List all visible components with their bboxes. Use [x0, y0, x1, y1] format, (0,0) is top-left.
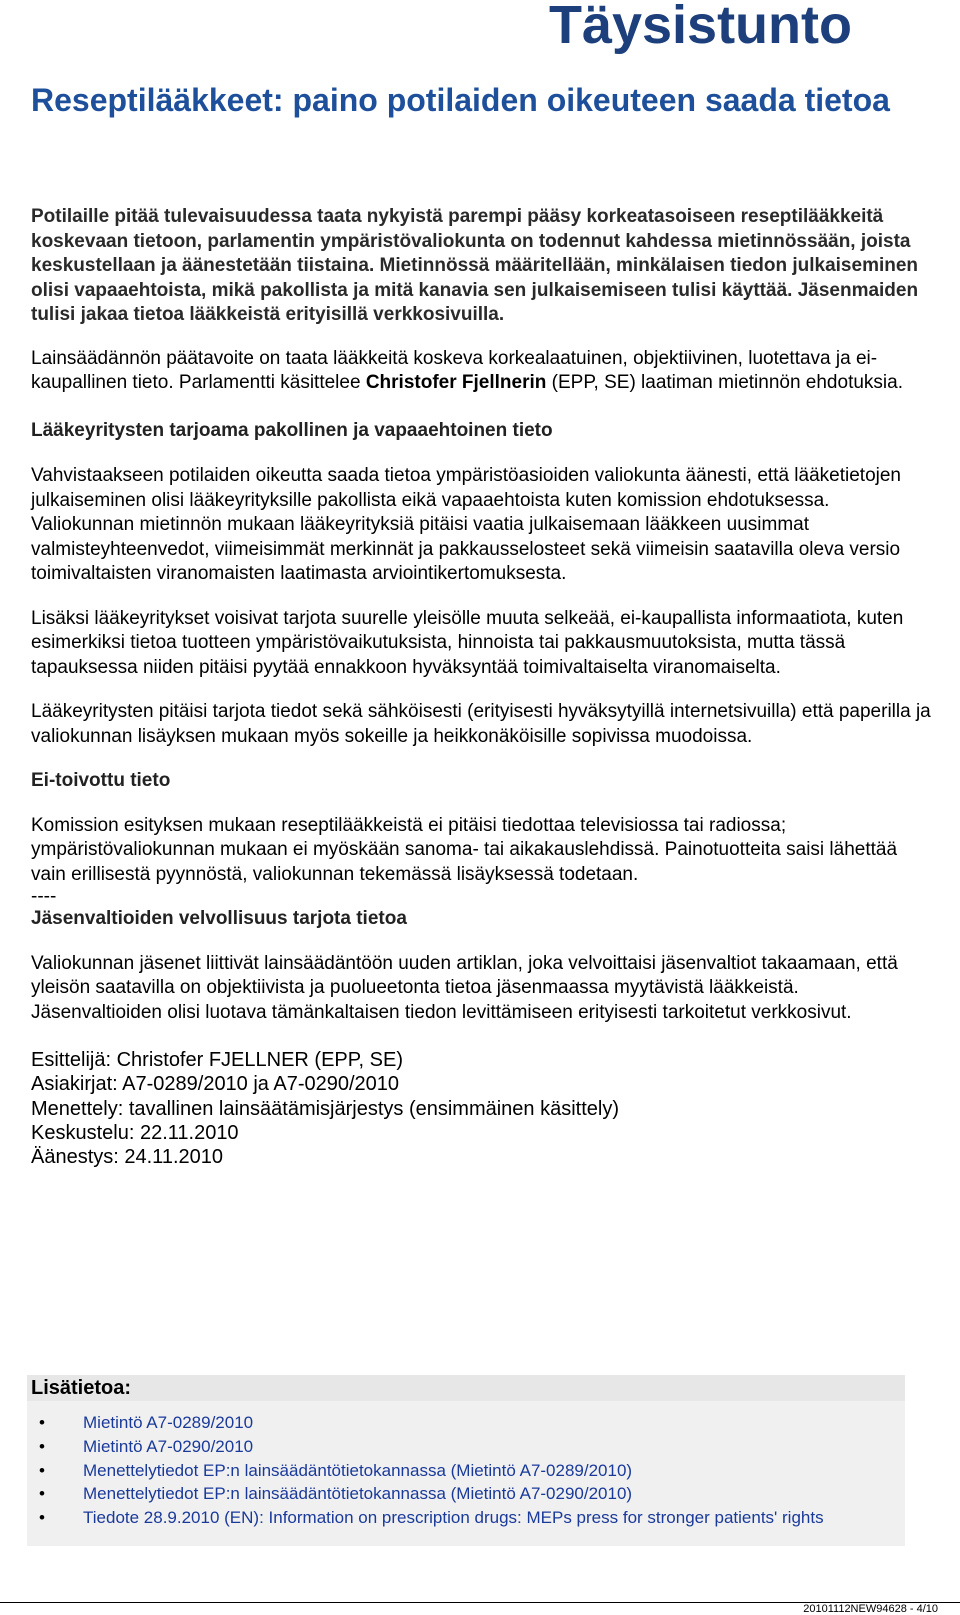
link-procedure-0289[interactable]: • Menettelytiedot EP:n lainsäädäntötietokannassa (Mietintö A7-0289/2010)	[83, 1459, 905, 1483]
article-body	[31, 205, 931, 1169]
section-heading-obligatory: Lääkeyritysten tarjoama pakollinen ja vapaaehtoinen tieto	[31, 419, 553, 441]
meta-rapporteur: Esittelijä: Christofer FJELLNER (EPP, SE)	[31, 1049, 403, 1071]
link-report-0289[interactable]: • Mietintö A7-0289/2010	[83, 1411, 905, 1435]
section1-paragraph-3: Lääkeyritysten pitäisi tarjota tiedot sekä sähköisesti (erityisesti hyväksytyillä internetsivuilla) että paperilla ja valiokunnan lisäyksen mukaan myös sokeille ja heikkonäköisille sopivissa muodoissa.	[31, 701, 931, 747]
link-press-release[interactable]: • Tiedote 28.9.2010 (EN): Information on prescription drugs: MEPs press for stronger patients' rights	[83, 1506, 905, 1530]
article-title: Reseptilääkkeet: paino potilaiden oikeuteen saada tietoa	[31, 82, 890, 118]
intro-paragraph	[31, 347, 931, 396]
more-info-links	[27, 1411, 905, 1530]
more-info-box	[27, 1375, 905, 1546]
section-header: Täysistunto	[548, 0, 852, 55]
meta-documents: Asiakirjat: A7-0289/2010 ja A7-0290/2010	[31, 1073, 400, 1096]
link-report-0290[interactable]: • Mietintö A7-0290/2010	[83, 1435, 905, 1459]
intro-text-2: Parlamentti käsittelee	[178, 372, 361, 393]
procedure-meta	[31, 1048, 931, 1169]
section1-paragraph-2: Lisäksi lääkeyritykset voisivat tarjota suurelle yleisölle muuta selkeää, ei-kaupallista informaatiota, kuten esimerkiksi tietoa tuotteen ympäristövaikutuksista, hinnoista tai pakkausmuutoksista, mutta tässä tapauksessa niiden pitäisi pyytää ennakkoon hyväksyntää toimivaltaiselta viranomaiselta.	[31, 607, 904, 678]
lead-paragraph: Potilaille pitää tulevaisuudessa taata nykyistä parempi pääsy korkeatasoiseen reseptilääkkeitä koskevaan tietoon, parlamentin ympäristövaliokunta on todennut kahdessa mietinnössään, joista keskustellaan ja äänestetään tiistaina. Mietinnössä määritellään, minkälaisen tiedon julkaiseminen olisi vapaaehtoista, mikä pakollista ja mitä kanavia sen julkaisemiseen tulisi käyttää. Jäsenmaiden tulisi jakaa tietoa lääkkeistä erityisillä verkkosivuilla.	[31, 206, 919, 325]
rapporteur-name: Christofer Fjellnerin	[365, 372, 547, 393]
section-heading-member-states: Jäsenvaltioiden velvollisuus tarjota tietoa	[31, 908, 407, 929]
section2-paragraph-1: Komission esityksen mukaan reseptilääkkeistä ei pitäisi tiedottaa televisiossa tai radiossa; ympäristövaliokunnan mukaan ei myöskään sanoma- tai aikakauslehdissä. Painotuotteita saisi lähettää vain erillisestä pyynnöstä, valiokunnan tekemässä lisäyksessä todetaan.	[31, 814, 898, 885]
separator: ----	[31, 886, 57, 907]
page-reference: 20101112NEW94628 - 4/10	[803, 1603, 938, 1615]
meta-debate: Keskustelu: 22.11.2010	[31, 1121, 239, 1144]
more-info-title: Lisätietoa:	[27, 1375, 905, 1401]
section-heading-unwanted: Ei-toivottu tieto	[31, 770, 171, 791]
meta-vote: Äänestys: 24.11.2010	[31, 1146, 223, 1169]
intro-text-3: (EPP, SE) laatiman mietinnön ehdotuksia.	[551, 372, 903, 393]
section3-paragraph-1: Valiokunnan jäsenet liittivät lainsäädäntöön uuden artiklan, joka velvoittaisi jäsenvaltiot takaamaan, että yleisön saatavilla on objektiivista ja puolueetonta tietoa jäsenmaassa myytävistä lääkkeistä. Jäsenvaltioiden olisi luotava tämänkaltaisen tiedon levittämiseen erityisesti tarkoitetut verkkosivut.	[31, 952, 898, 1023]
link-procedure-0290[interactable]: • Menettelytiedot EP:n lainsäädäntötietokannassa (Mietintö A7-0290/2010)	[83, 1482, 905, 1506]
meta-procedure: Menettely: tavallinen lainsäätämisjärjestys (ensimmäinen käsittely)	[31, 1097, 620, 1120]
section1-paragraph-1: Vahvistaakseen potilaiden oikeutta saada tietoa ympäristöasioiden valiokunta äänesti, että lääketietojen julkaiseminen olisi lääkeyrityksille pakollista eikä vapaaehtoista kuten komission ehdotuksessa. Valiokunnan mietinnön mukaan lääkeyrityksiä pitäisi vaatia julkaisemaan lääkkeen uusimmat valmisteyhteenvedot, viimeisimmät merkinnät ja pakkausselosteet sekä viimeisin saatavilla oleva versio toimivaltaisten viranomaisten laatimasta arviointikertomuksesta.	[31, 465, 901, 584]
intro-text-1: Lainsäädännön päätavoite on taata lääkkeitä koskeva korkealaatuinen, objektiivinen, luotettava ja ei-kaupallinen tieto.	[31, 347, 878, 393]
